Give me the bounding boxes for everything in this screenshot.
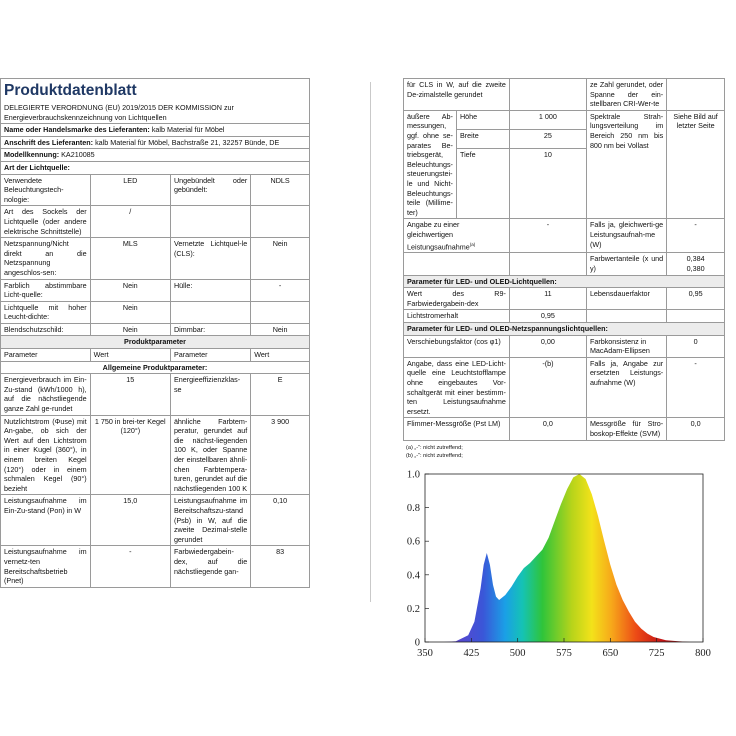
table-row: Angabe, dass eine LED-Licht-quelle eine Leuchtstofflampe ohne eingebautes Vor-schaltgerät mit einer bestimm-ten Leistungsaufnahme ersetzt. -(b) Falls ja, Angabe zur ersetzten Leistungs-aufnahme (W) -: [404, 357, 725, 418]
table-row: Verschiebungsfaktor (cos φ1) 0,00 Farbkonsistenz in MacAdam-Ellipsen 0: [404, 335, 725, 357]
y-tick-label: 0.2: [406, 603, 420, 615]
footnote-b: (b) „-“: nicht zutreffend;: [406, 452, 463, 459]
supplier-name-row: Name oder Handelsmarke des Lieferanten: kalb Material für Möbel: [1, 124, 310, 137]
plot-area: [407, 470, 711, 660]
datasheet-table-left: [0, 78, 310, 588]
supplier-address-row: Anschrift des Lieferanten: kalb Material für Möbel, Bachstraße 21, 32257 Bünde, DE: [1, 136, 310, 149]
spectrum-area: [444, 474, 691, 642]
table-row: für CLS in W, auf die zweite De-zimalstelle gerundet ze Zahl gerundet, oder Spanne der ein-stellbaren CRI-Wer-te: [404, 79, 725, 111]
table-row: Netzspannung/Nicht direkt an die Netzspannung angeschlos-sen: MLS Vernetzte Lichtquel-le (CLS): Nein: [1, 238, 310, 279]
x-tick-label: 425: [463, 648, 480, 659]
mains-params-heading: Parameter für LED- und OLED-Netzspannungslichtquellen:: [404, 323, 725, 336]
table-row: Breite 25: [404, 130, 725, 149]
y-tick-label: 0.8: [406, 503, 420, 515]
y-tick-label: 0.6: [406, 536, 420, 548]
x-tick-label: 650: [602, 648, 619, 659]
x-tick-label: 800: [695, 648, 711, 659]
page-title: Produktdatenblatt: [4, 82, 137, 99]
x-tick-label: 350: [417, 648, 433, 659]
table-row: Blendschutzschild: Nein Dimmbar: Nein: [1, 323, 310, 336]
footnote-a: (a) „-“: nicht zutreffend;: [406, 444, 463, 451]
model-row: Modellkennung: KA210085: [1, 149, 310, 162]
table-row: Leistungsaufnahme im Ein-Zu-stand (Pon) in W 15,0 Leistungsaufnahme im Bereitschaftszu-stand (Psb) in W, auf die zweite Dezimal-stelle gerundet 0,10: [1, 495, 310, 546]
table-row: Tiefe 10: [404, 149, 725, 219]
left-page: [0, 78, 310, 588]
spectral-distribution-chart: [397, 466, 713, 662]
table-row: Wert des R9-Farbwiedergabein-dex 11 Lebensdauerfaktor 0,95: [404, 288, 725, 310]
regulation-text: DELEGIERTE VERORDNUNG (EU) 2019/2015 DER KOMMISSION zur Energieverbrauchskennzeichnung von Lichtquellen: [4, 103, 234, 122]
table-row: Farbwertanteile (x und y) 0,384 0,380: [404, 253, 725, 275]
table-row: Verwendete Beleuchtungstech-nologie: LED Ungebündelt oder gebündelt: NDLS: [1, 174, 310, 206]
table-row: Leistungsaufnahme im vernetz-ten Bereitschaftsbetrieb (Pnet) - Farbwiedergabein-dex, auf die nächstliegende gan- 83: [1, 546, 310, 587]
table-row: Angabe zu einer gleichwertigen Leistungsaufnahme$^{(a)}$ - Falls ja, gleichwerti-ge Leistungsaufnah-me (W) -: [404, 219, 725, 253]
table-row: Flimmer-Messgröße (Pst LM) 0,0 Messgröße für Stro-boskop-Effekte (SVM) 0,0: [404, 418, 725, 440]
right-page: [403, 78, 725, 460]
x-tick-label: 575: [556, 648, 572, 659]
product-params-heading: Produktparameter: [1, 336, 310, 349]
table-row: Lichtquelle mit hoher Leucht-dichte: Nein: [1, 301, 310, 323]
x-tick-label: 725: [648, 648, 665, 659]
table-row: Nutzlichtstrom (Φuse) mit An-gabe, ob sich der Wert auf den Lichtstrom in einer Kugel (360°), in einem breiten Kegel (120°) oder in einem schmalen Kegel (90°) bezieht 1 750 in brei-ter Kegel (120°) ähnliche Farbtem-peratur, gerundet auf die nächst-liegenden 100 K, oder Spanne der einstellbaren ähnli-chen Farbtempera-turen, gerundet auf die nächstliegenden 100 K 3 900: [1, 415, 310, 495]
table-header-row: Parameter Wert Parameter Wert: [1, 349, 310, 362]
x-tick-label: 500: [509, 648, 526, 659]
dimensions-label: äußere Ab-messungen, ggf. ohne se-parates Be-triebsgerät, Beleuchtungs-steuerungstei-le und Nicht-Beleuchtungs-teile (Millime-ter): [404, 110, 457, 219]
datasheet-table-right: [403, 78, 725, 441]
table-row: Art des Sockels der Lichtquelle (oder andere elektrische Schnittstelle) /: [1, 206, 310, 238]
table-row: Farblich abstimmbare Licht-quelle: Nein Hülle: -: [1, 279, 310, 301]
led-params-heading: Parameter für LED- und OLED-Lichtquellen:: [404, 275, 725, 288]
light-source-heading: Art der Lichtquelle:: [1, 161, 310, 174]
column-divider: [370, 82, 371, 602]
y-tick-label: 0: [414, 637, 420, 649]
table-row: Energieverbrauch im Ein-Zu-stand (kWh/1000 h), auf die nächstliegende ganze Zahl ge-rundet 15 Energieeffizienzklas-se E: [1, 374, 310, 415]
y-tick-label: 0.4: [406, 570, 420, 582]
table-row: äußere Ab-messungen, ggf. ohne se-parates Be-triebsgerät, Beleuchtungs-steuerungstei-le und Nicht-Beleuchtungs-teile (Millime-ter) Höhe 1 000 Spektrale Strah-lungsverteilung im Bereich 250 nm bis 800 nm bei Vollast Siehe Bild auf letzter Seite: [404, 110, 725, 129]
y-tick-label: 1.0: [406, 469, 420, 481]
general-params-heading: Allgemeine Produktparameter:: [1, 361, 310, 374]
table-row: Lichtstromerhalt 0,95: [404, 310, 725, 323]
